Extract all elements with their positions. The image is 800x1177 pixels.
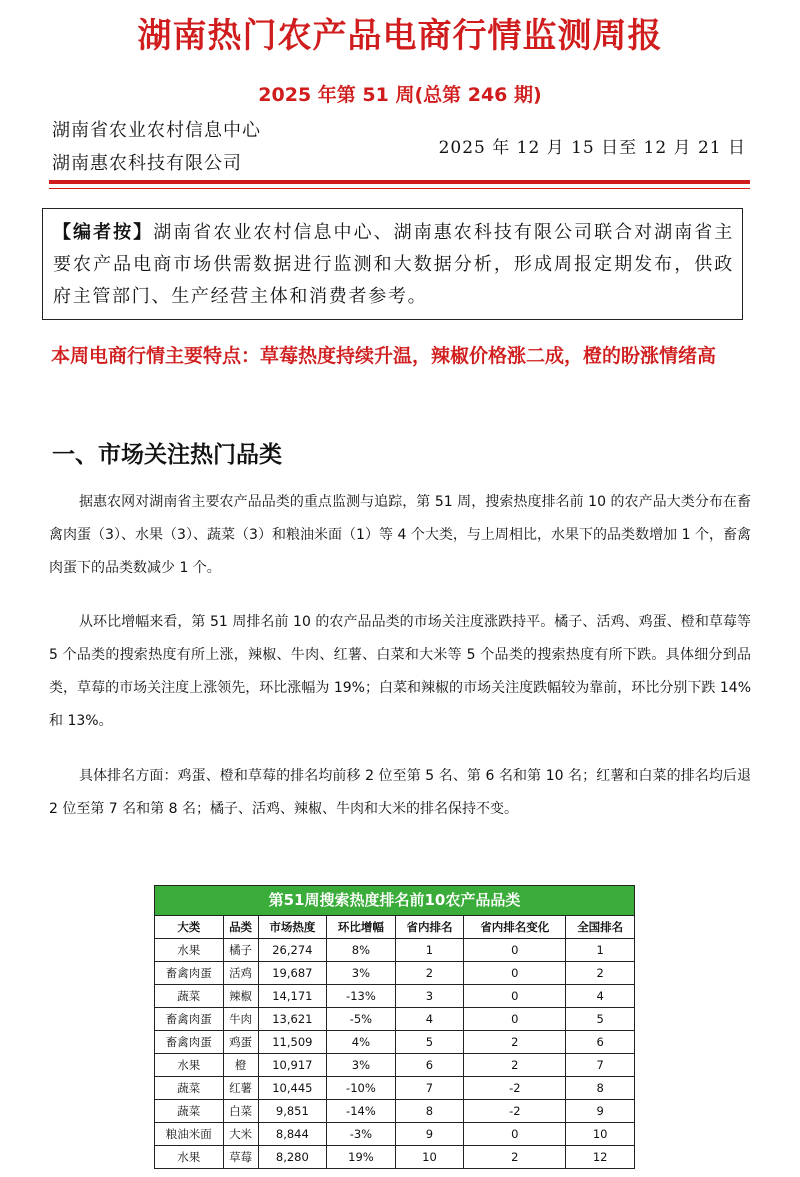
cell-national-rank: 8 bbox=[566, 1077, 635, 1100]
header-category: 大类 bbox=[155, 916, 224, 939]
report-title: 湖南热门农产品电商行情监测周报 bbox=[137, 16, 663, 56]
header-national-rank: 全国排名 bbox=[566, 916, 635, 939]
editor-note-box bbox=[42, 208, 743, 320]
cell-heat: 8,844 bbox=[258, 1123, 327, 1146]
cell-national-rank: 9 bbox=[566, 1100, 635, 1123]
cell-national-rank: 6 bbox=[566, 1031, 635, 1054]
header-change: 环比增幅 bbox=[327, 916, 396, 939]
cell-heat: 8,280 bbox=[258, 1146, 327, 1169]
cell-change: 3% bbox=[327, 1054, 396, 1077]
cell-rank-change: -2 bbox=[464, 1100, 566, 1123]
cell-rank-change: 0 bbox=[464, 939, 566, 962]
cell-category: 畜禽肉蛋 bbox=[155, 1008, 224, 1031]
cell-product: 白菜 bbox=[223, 1100, 258, 1123]
cell-product: 鸡蛋 bbox=[223, 1031, 258, 1054]
cell-national-rank: 5 bbox=[566, 1008, 635, 1031]
cell-change: -14% bbox=[327, 1100, 396, 1123]
paragraph-ranking: 具体排名方面：鸡蛋、橙和草莓的排名均前移 2 位至第 5 名、第 6 名和第 10 名；红薯和白菜的排名均后退 2 位至第 7 名和第 8 名；橘子、活鸡、辣椒、牛肉和大米的排名保持不变。 bbox=[49, 768, 751, 817]
table-row bbox=[155, 939, 635, 962]
cell-province-rank: 6 bbox=[395, 1054, 464, 1077]
cell-product: 辣椒 bbox=[223, 985, 258, 1008]
cell-product: 草莓 bbox=[223, 1146, 258, 1169]
table-row bbox=[155, 1054, 635, 1077]
table-row bbox=[155, 962, 635, 985]
cell-province-rank: 2 bbox=[395, 962, 464, 985]
editor-note-text: 湖南省农业农村信息中心、湖南惠农科技有限公司联合对湖南省主要农产品电商市场供需数据进行监测和大数据分析，形成周报定期发布，供政府主管部门、生产经营主体和消费者参考。 bbox=[53, 222, 735, 307]
cell-heat: 26,274 bbox=[258, 939, 327, 962]
cell-province-rank: 9 bbox=[395, 1123, 464, 1146]
header-product: 品类 bbox=[223, 916, 258, 939]
cell-category: 畜禽肉蛋 bbox=[155, 962, 224, 985]
header-rank-change: 省内排名变化 bbox=[464, 916, 566, 939]
cell-product: 活鸡 bbox=[223, 962, 258, 985]
paragraph-category-distribution: 据惠农网对湖南省主要农产品品类的重点监测与追踪，第 51 周，搜索热度排名前 10 的农产品大类分布在畜禽肉蛋（3）、水果（3）、蔬菜（3）和粮油米面（1）等 4 个大类，与上周相比，水果下的品类数增加 1 个，畜禽肉蛋下的品类数减少 1 个。 bbox=[49, 494, 751, 576]
cell-rank-change: 0 bbox=[464, 962, 566, 985]
cell-category: 水果 bbox=[155, 1146, 224, 1169]
cell-heat: 10,445 bbox=[258, 1077, 327, 1100]
date-range: 2025 年 12 月 15 日至 12 月 21 日 bbox=[438, 138, 746, 158]
table-header-row bbox=[155, 916, 635, 939]
cell-province-rank: 8 bbox=[395, 1100, 464, 1123]
cell-national-rank: 12 bbox=[566, 1146, 635, 1169]
header-divider-thick bbox=[49, 180, 750, 184]
table-row bbox=[155, 985, 635, 1008]
editor-note-label: 【编者按】 bbox=[53, 222, 154, 243]
cell-heat: 11,509 bbox=[258, 1031, 327, 1054]
cell-province-rank: 10 bbox=[395, 1146, 464, 1169]
table-caption: 第51周搜索热度排名前10农产品品类 bbox=[154, 885, 635, 915]
paragraph-week-change: 从环比增幅来看，第 51 周排名前 10 的农产品品类的市场关注度涨跌持平。橘子、活鸡、鸡蛋、橙和草莓等 5 个品类的搜索热度有所上涨，辣椒、牛肉、红薯、白菜和大米等 5 个品类的搜索热度有所下跌。具体细分到品类，草莓的市场关注度上涨领先，环比涨幅为 19%；白菜和辣椒的市场关注度跌幅较为靠前，环比分别下跌 14%和 13%。 bbox=[49, 614, 751, 729]
cell-product: 橙 bbox=[223, 1054, 258, 1077]
cell-national-rank: 7 bbox=[566, 1054, 635, 1077]
cell-change: -5% bbox=[327, 1008, 396, 1031]
cell-category: 水果 bbox=[155, 939, 224, 962]
section-heading: 一、市场关注热门品类 bbox=[52, 442, 282, 468]
cell-province-rank: 3 bbox=[395, 985, 464, 1008]
cell-category: 蔬菜 bbox=[155, 1100, 224, 1123]
cell-heat: 19,687 bbox=[258, 962, 327, 985]
cell-province-rank: 5 bbox=[395, 1031, 464, 1054]
header-divider-thin bbox=[49, 188, 750, 189]
cell-category: 粮油米面 bbox=[155, 1123, 224, 1146]
cell-product: 红薯 bbox=[223, 1077, 258, 1100]
cell-rank-change: -2 bbox=[464, 1077, 566, 1100]
ranking-table-wrapper bbox=[154, 885, 635, 1169]
header-heat: 市场热度 bbox=[258, 916, 327, 939]
table-row bbox=[155, 1100, 635, 1123]
cell-province-rank: 7 bbox=[395, 1077, 464, 1100]
cell-change: -10% bbox=[327, 1077, 396, 1100]
cell-national-rank: 1 bbox=[566, 939, 635, 962]
cell-province-rank: 4 bbox=[395, 1008, 464, 1031]
cell-heat: 13,621 bbox=[258, 1008, 327, 1031]
cell-rank-change: 0 bbox=[464, 1123, 566, 1146]
table-row bbox=[155, 1031, 635, 1054]
publisher-org-2: 湖南惠农科技有限公司 bbox=[52, 153, 242, 174]
cell-province-rank: 1 bbox=[395, 939, 464, 962]
cell-category: 蔬菜 bbox=[155, 985, 224, 1008]
cell-category: 蔬菜 bbox=[155, 1077, 224, 1100]
cell-change: 8% bbox=[327, 939, 396, 962]
cell-rank-change: 2 bbox=[464, 1031, 566, 1054]
cell-product: 牛肉 bbox=[223, 1008, 258, 1031]
table-row bbox=[155, 1077, 635, 1100]
cell-national-rank: 10 bbox=[566, 1123, 635, 1146]
cell-rank-change: 2 bbox=[464, 1054, 566, 1077]
cell-product: 橘子 bbox=[223, 939, 258, 962]
cell-product: 大米 bbox=[223, 1123, 258, 1146]
issue-number: 2025 年第 51 周(总第 246 期) bbox=[258, 84, 542, 106]
ranking-table bbox=[154, 885, 635, 1169]
publisher-org-1: 湖南省农业农村信息中心 bbox=[52, 120, 261, 141]
cell-change: -13% bbox=[327, 985, 396, 1008]
cell-rank-change: 0 bbox=[464, 985, 566, 1008]
cell-heat: 14,171 bbox=[258, 985, 327, 1008]
table-row bbox=[155, 1008, 635, 1031]
highlight-text: 草莓热度持续升温，辣椒价格涨二成，橙的盼涨情绪高 bbox=[260, 345, 717, 367]
cell-change: 19% bbox=[327, 1146, 396, 1169]
cell-category: 畜禽肉蛋 bbox=[155, 1031, 224, 1054]
cell-heat: 10,917 bbox=[258, 1054, 327, 1077]
cell-national-rank: 2 bbox=[566, 962, 635, 985]
table-row bbox=[155, 1123, 635, 1146]
cell-change: -3% bbox=[327, 1123, 396, 1146]
cell-change: 3% bbox=[327, 962, 396, 985]
cell-rank-change: 0 bbox=[464, 1008, 566, 1031]
highlight-label: 本周电商行情主要特点： bbox=[51, 345, 261, 367]
cell-heat: 9,851 bbox=[258, 1100, 327, 1123]
weekly-highlight bbox=[28, 336, 768, 376]
cell-rank-change: 2 bbox=[464, 1146, 566, 1169]
cell-national-rank: 4 bbox=[566, 985, 635, 1008]
cell-change: 4% bbox=[327, 1031, 396, 1054]
table-body bbox=[155, 939, 635, 1169]
table-row bbox=[155, 1146, 635, 1169]
cell-category: 水果 bbox=[155, 1054, 224, 1077]
header-province-rank: 省内排名 bbox=[395, 916, 464, 939]
